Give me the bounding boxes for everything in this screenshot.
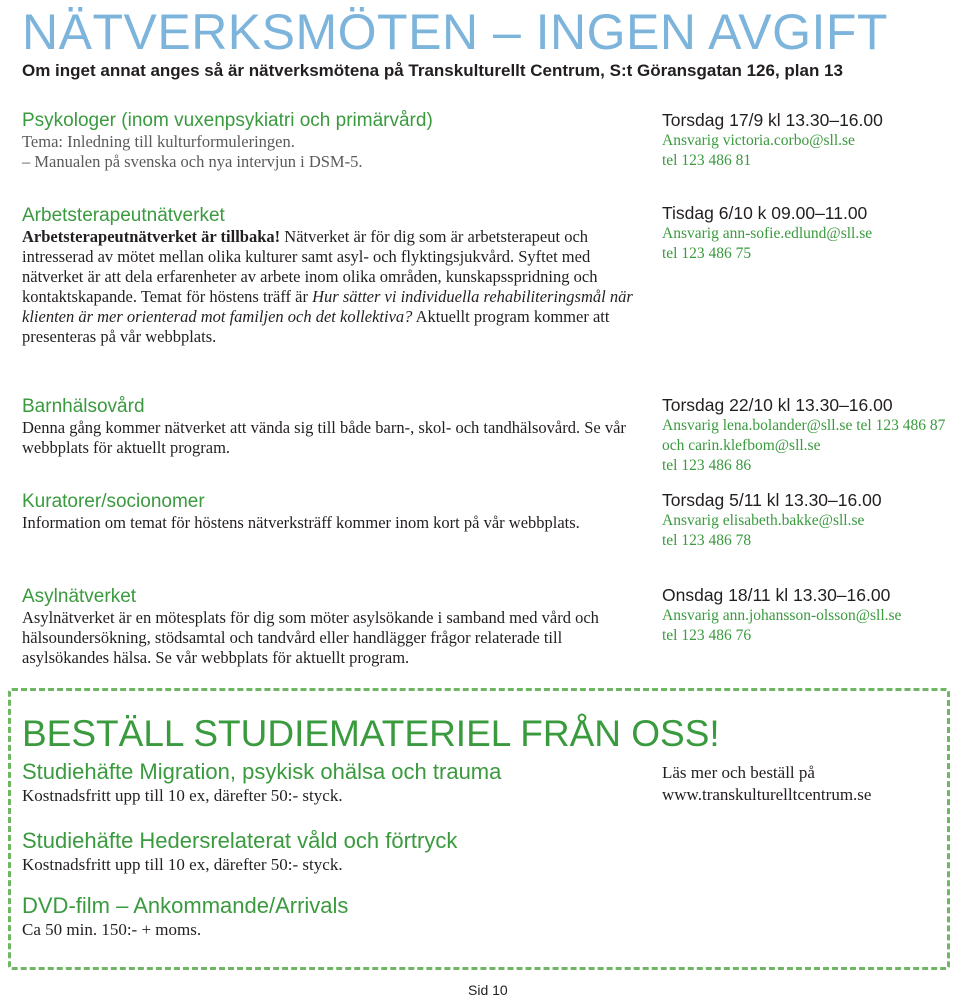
section-line-1: Tema: Inledning till kulturformuleringen.: [22, 132, 295, 151]
contact-phone: tel 123 486 76: [662, 627, 752, 644]
contact-email: Ansvarig ann-sofie.edlund@sll.se: [662, 225, 873, 242]
meeting-time: Tisdag 6/10 k 09.00–11.00: [662, 203, 868, 223]
section-heading: [22, 110, 642, 132]
meeting-time: Torsdag 5/11 kl 13.30–16.00: [662, 490, 882, 510]
section-body: [22, 227, 642, 347]
section-asylnatverket: [22, 586, 642, 668]
contact-phone: tel 123 486 86: [662, 457, 752, 474]
section-body: Information om temat för höstens nätverksträff kommer inom kort på vår webbplats.: [22, 513, 580, 532]
section-psykologer: [22, 110, 642, 172]
contact-email: Ansvarig lena.bolander@sll.se tel 123 486 87 och carin.klefbom@sll.se: [662, 417, 946, 454]
body-italic: Hur sätter vi individuella rehabiliteringsmål när klienten är mer orienterad mot familjen och det kollektiva?: [22, 287, 633, 326]
order-item-text: Kostnadsfritt upp till 10 ex, därefter 50:- styck.: [22, 855, 343, 874]
contact-email: Ansvarig ann.johansson-olsson@sll.se: [662, 607, 902, 624]
order-item-text: Ca 50 min. 150:- + moms.: [22, 920, 202, 939]
heading-suffix: (inom vuxenpsykiatri och primärvård): [116, 110, 433, 131]
contact-phone: tel 123 486 81: [662, 152, 752, 169]
heading-main: Psykologer: [22, 110, 116, 131]
contact-phone: tel 123 486 78: [662, 532, 752, 549]
schedule-psykologer: [662, 110, 952, 171]
order-item-title: Studiehäfte Migration, psykisk ohälsa och trauma: [22, 759, 502, 784]
section-line-2: – Manualen på svenska och nya intervjun i DSM-5.: [22, 152, 363, 171]
section-arbetsterapeut: [22, 205, 642, 347]
schedule-kuratorer: [662, 490, 952, 551]
order-item-migration: [22, 759, 642, 807]
meeting-time: Onsdag 18/11 kl 13.30–16.00: [662, 585, 891, 605]
body-text-1: Nätverket är för dig som är arbetsterapeut och intresserad av mötet mellan olika kulturer samt asyl- och flyktingsjukvård. Syftet med nätverket är att dela erfarenheter av arbete inom olika områden, kunskapsspridning och kontaktskapande. Temat för höstens träff är: [22, 227, 598, 306]
contact-email: Ansvarig victoria.corbo@sll.se: [662, 132, 855, 149]
order-item-heder: [22, 828, 642, 876]
page-title: NÄTVERKSMÖTEN – INGEN AVGIFT: [22, 4, 888, 60]
page-number: Sid 10: [468, 982, 508, 998]
section-body: Denna gång kommer nätverket att vända sig till både barn-, skol- och tandhälsovård. Se vår webbplats för aktuellt program.: [22, 418, 626, 457]
schedule-barnhalsovard: [662, 395, 952, 476]
bold-lead: Arbetsterapeutnätverket är tillbaka!: [22, 227, 281, 246]
meeting-time: Torsdag 17/9 kl 13.30–16.00: [662, 110, 883, 130]
section-heading: Arbetsterapeutnätverket: [22, 205, 225, 226]
section-body: Asylnätverket är en mötesplats för dig som möter asylsökande i samband med vård och hälsoundersökning, stödsamtal och tandvård eller handlägger frågor relaterade till asylsökandes hälsa. Se vår webbplats för aktuellt program.: [22, 608, 599, 667]
section-kuratorer: [22, 491, 642, 533]
read-more-text: Läs mer och beställ på: [662, 763, 815, 782]
order-item-dvd: [22, 893, 642, 941]
order-item-title: DVD-film – Ankommande/Arrivals: [22, 893, 349, 918]
read-more: [662, 762, 871, 806]
contact-phone: tel 123 486 75: [662, 245, 752, 262]
order-box-title: BESTÄLL STUDIEMATERIEL FRÅN OSS!: [22, 713, 720, 754]
section-heading: Barnhälsovård: [22, 396, 145, 417]
meeting-time: Torsdag 22/10 kl 13.30–16.00: [662, 395, 893, 415]
order-item-text: Kostnadsfritt upp till 10 ex, därefter 50:- styck.: [22, 786, 343, 805]
contact-email: Ansvarig elisabeth.bakke@sll.se: [662, 512, 865, 529]
section-barnhalsovard: [22, 396, 642, 458]
section-heading: Asylnätverket: [22, 586, 137, 607]
schedule-asylnatverket: [662, 585, 952, 646]
section-heading: Kuratorer/socionomer: [22, 491, 205, 512]
order-item-title: Studiehäfte Hedersrelaterat våld och förtryck: [22, 828, 458, 853]
page-subtitle: Om inget annat anges så är nätverksmötena på Transkulturellt Centrum, S:t Göransgatan 126, plan 13: [22, 61, 843, 80]
body-text-2: Aktuellt program kommer att presenteras på vår webbplats.: [22, 307, 610, 346]
website-link[interactable]: www.transkulturelltcentrum.se: [662, 785, 872, 804]
schedule-arbetsterapeut: [662, 203, 952, 264]
